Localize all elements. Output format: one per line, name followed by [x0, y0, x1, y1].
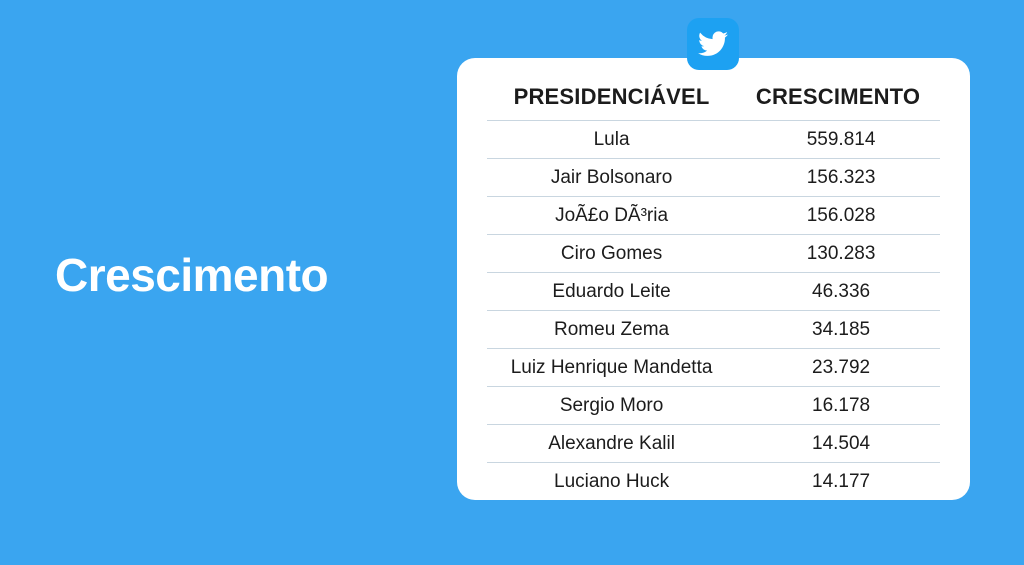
growth-value: 23.792	[736, 349, 940, 387]
candidate-name: Luiz Henrique Mandetta	[487, 349, 736, 387]
column-header-name: PRESIDENCIÁVEL	[513, 84, 710, 109]
table-row	[487, 387, 940, 425]
candidate-name: Luciano Huck	[487, 463, 736, 501]
candidate-name: Eduardo Leite	[487, 273, 736, 311]
table-row	[487, 311, 940, 349]
candidate-name: JoÃ£o DÃ³ria	[487, 197, 736, 235]
table-row	[487, 235, 940, 273]
candidate-name: Sergio Moro	[487, 387, 736, 425]
growth-value: 559.814	[736, 121, 940, 159]
growth-value: 14.177	[736, 463, 940, 501]
table-row	[487, 121, 940, 159]
table-header-row	[487, 80, 940, 121]
twitter-icon	[687, 18, 739, 70]
table-row	[487, 159, 940, 197]
table-row	[487, 197, 940, 235]
growth-value: 156.028	[736, 197, 940, 235]
candidate-name: Romeu Zema	[487, 311, 736, 349]
candidate-name: Lula	[487, 121, 736, 159]
page-title: Crescimento	[55, 249, 329, 301]
candidate-name: Alexandre Kalil	[487, 425, 736, 463]
growth-value: 130.283	[736, 235, 940, 273]
table-row	[487, 463, 940, 501]
candidate-name: Ciro Gomes	[487, 235, 736, 273]
column-header-value: CRESCIMENTO	[755, 84, 921, 109]
growth-value: 34.185	[736, 311, 940, 349]
candidate-name: Jair Bolsonaro	[487, 159, 736, 197]
table-row	[487, 425, 940, 463]
table-row	[487, 349, 940, 387]
growth-value: 14.504	[736, 425, 940, 463]
growth-value: 16.178	[736, 387, 940, 425]
growth-value: 156.323	[736, 159, 940, 197]
table-row	[487, 273, 940, 311]
growth-value: 46.336	[736, 273, 940, 311]
ranking-table	[487, 80, 940, 500]
ranking-card	[457, 58, 970, 500]
